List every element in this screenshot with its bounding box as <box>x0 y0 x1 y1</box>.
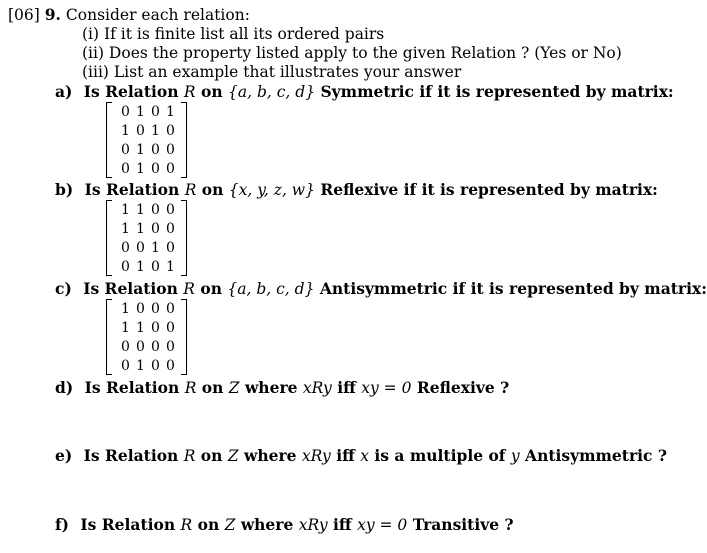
part-e-on: on <box>200 446 223 465</box>
matrix-row <box>106 200 187 219</box>
matrix-row <box>106 238 187 257</box>
part-c-on: on <box>200 279 222 298</box>
matrix-cell: 1 <box>136 258 145 275</box>
matrix-right-bracket <box>181 200 187 276</box>
part-f-post: Transitive ? <box>412 515 514 534</box>
part-b-set: {x, y, z, w} <box>228 181 315 199</box>
matrix-cell: 0 <box>166 239 175 256</box>
matrix-cell: 0 <box>121 357 130 374</box>
matrix-cell: 0 <box>151 103 160 120</box>
matrix-cell: 1 <box>136 103 145 120</box>
part-b-question <box>55 181 658 199</box>
part-c-set: {a, b, c, d} <box>227 280 315 298</box>
part-a-post: Symmetric if it is represented by matrix: <box>320 82 674 101</box>
part-f-cond-b: xy = 0 <box>357 516 408 534</box>
matrix-cell: 1 <box>166 258 175 275</box>
matrix-cell: 0 <box>166 300 175 317</box>
part-c-rel: R <box>183 280 195 298</box>
matrix-cell: 0 <box>121 239 130 256</box>
matrix-cell: 1 <box>136 141 145 158</box>
matrix-cell: 0 <box>166 220 175 237</box>
matrix-cell: 0 <box>121 160 130 177</box>
instruction-3: (iii) List an example that illustrates your answer <box>82 63 462 81</box>
part-e-var-y: y <box>510 447 520 465</box>
matrix-row <box>106 121 187 140</box>
matrix-row <box>106 299 187 318</box>
matrix-cell: 0 <box>121 103 130 120</box>
part-e-mid: is a multiple of <box>374 446 506 465</box>
part-f-rel: R <box>180 516 193 534</box>
matrix-row <box>106 219 187 238</box>
matrix-cell: 0 <box>136 300 145 317</box>
part-b-label: b) <box>55 180 74 199</box>
part-d-on: on <box>201 378 224 397</box>
instruction-2: (ii) Does the property listed apply to the given Relation ? (Yes or No) <box>82 44 622 62</box>
matrix-cell: 0 <box>166 319 175 336</box>
part-c-pre: Is Relation <box>83 279 178 298</box>
part-f-domain: Z <box>224 516 236 534</box>
part-b-post: Reflexive if it is represented by matrix: <box>320 180 658 199</box>
instruction-1: (i) If it is finite list all its ordered pairs <box>82 25 385 43</box>
part-d-label: d) <box>55 378 74 397</box>
matrix-cell: 0 <box>166 338 175 355</box>
part-b-matrix <box>106 200 187 276</box>
matrix-cell: 0 <box>166 141 175 158</box>
matrix-row <box>106 318 187 337</box>
matrix-cell: 1 <box>136 357 145 374</box>
matrix-row <box>106 337 187 356</box>
part-f-on: on <box>197 515 220 534</box>
matrix-right-bracket <box>181 102 187 178</box>
part-e-rel: R <box>183 447 196 465</box>
matrix-cell: 1 <box>121 319 130 336</box>
matrix-cell: 0 <box>151 220 160 237</box>
matrix-cell: 1 <box>136 220 145 237</box>
part-d-cond-b: xy = 0 <box>361 379 412 397</box>
question-number: 9. <box>44 5 61 24</box>
part-c-question <box>55 280 707 298</box>
matrix-cell: 0 <box>136 122 145 139</box>
matrix-cell: 1 <box>121 300 130 317</box>
part-e-label: e) <box>55 446 73 465</box>
part-d-cond-a: xRy <box>302 379 332 397</box>
part-b-pre: Is Relation <box>84 180 180 199</box>
part-f-where: where <box>240 515 294 534</box>
part-d-post: Reflexive ? <box>416 378 510 397</box>
matrix-row <box>106 257 187 276</box>
part-b-rel: R <box>184 181 197 199</box>
part-e-domain: Z <box>227 447 239 465</box>
matrix-row <box>106 140 187 159</box>
part-c-matrix <box>106 299 187 375</box>
matrix-right-bracket <box>181 299 187 375</box>
part-a-matrix <box>106 102 187 178</box>
part-e-post: Antisymmetric ? <box>525 446 667 465</box>
part-c-post: Antisymmetric if it is represented by matrix: <box>319 279 707 298</box>
matrix-cell: 0 <box>151 258 160 275</box>
matrix-cell: 1 <box>121 122 130 139</box>
question-intro: Consider each relation: <box>65 6 250 24</box>
matrix-cell: 1 <box>136 160 145 177</box>
matrix-cell: 0 <box>151 338 160 355</box>
matrix-cell: 0 <box>121 141 130 158</box>
part-f-cond-a: xRy <box>298 516 328 534</box>
part-d-where: where <box>244 378 298 397</box>
matrix-row <box>106 159 187 178</box>
matrix-cell: 1 <box>136 201 145 218</box>
part-a-label: a) <box>55 82 73 101</box>
part-a-pre: Is Relation <box>83 82 179 101</box>
part-d-domain: Z <box>228 379 240 397</box>
part-e-where: where <box>244 446 297 465</box>
part-d-question <box>55 379 509 397</box>
question-marks: [06] <box>8 6 40 24</box>
matrix-row <box>106 102 187 121</box>
part-e-iff: iff <box>336 446 355 465</box>
part-a-set: {a, b, c, d} <box>228 83 316 101</box>
matrix-cell: 0 <box>166 357 175 374</box>
part-d-iff: iff <box>337 378 356 397</box>
part-c-label: c) <box>55 279 72 298</box>
part-f-label: f) <box>55 515 70 534</box>
matrix-cell: 0 <box>151 319 160 336</box>
matrix-cell: 0 <box>151 160 160 177</box>
part-a-question <box>55 83 674 101</box>
matrix-left-bracket <box>106 200 112 276</box>
part-e-pre: Is Relation <box>83 446 179 465</box>
part-e-question <box>55 447 667 465</box>
part-d-rel: R <box>184 379 197 397</box>
matrix-cell: 1 <box>121 220 130 237</box>
matrix-cell: 0 <box>166 122 175 139</box>
matrix-row <box>106 356 187 375</box>
matrix-cell: 0 <box>121 338 130 355</box>
matrix-cell: 0 <box>151 357 160 374</box>
matrix-left-bracket <box>106 102 112 178</box>
part-f-question <box>55 516 514 534</box>
matrix-cell: 0 <box>151 300 160 317</box>
matrix-cell: 1 <box>121 201 130 218</box>
matrix-left-bracket <box>106 299 112 375</box>
part-d-pre: Is Relation <box>84 378 180 397</box>
question-header <box>8 6 250 24</box>
part-a-on: on <box>200 82 223 101</box>
matrix-cell: 1 <box>151 122 160 139</box>
matrix-cell: 0 <box>166 201 175 218</box>
matrix-cell: 0 <box>121 258 130 275</box>
matrix-cell: 0 <box>151 201 160 218</box>
part-b-on: on <box>201 180 224 199</box>
matrix-cell: 0 <box>136 338 145 355</box>
matrix-cell: 0 <box>136 239 145 256</box>
matrix-cell: 1 <box>151 239 160 256</box>
matrix-cell: 1 <box>136 319 145 336</box>
matrix-cell: 1 <box>166 103 175 120</box>
part-e-cond-a: xRy <box>301 447 331 465</box>
part-f-iff: iff <box>333 515 352 534</box>
part-a-rel: R <box>183 83 196 101</box>
matrix-cell: 0 <box>166 160 175 177</box>
part-f-pre: Is Relation <box>80 515 176 534</box>
matrix-cell: 0 <box>151 141 160 158</box>
part-e-var-x: x <box>360 447 370 465</box>
